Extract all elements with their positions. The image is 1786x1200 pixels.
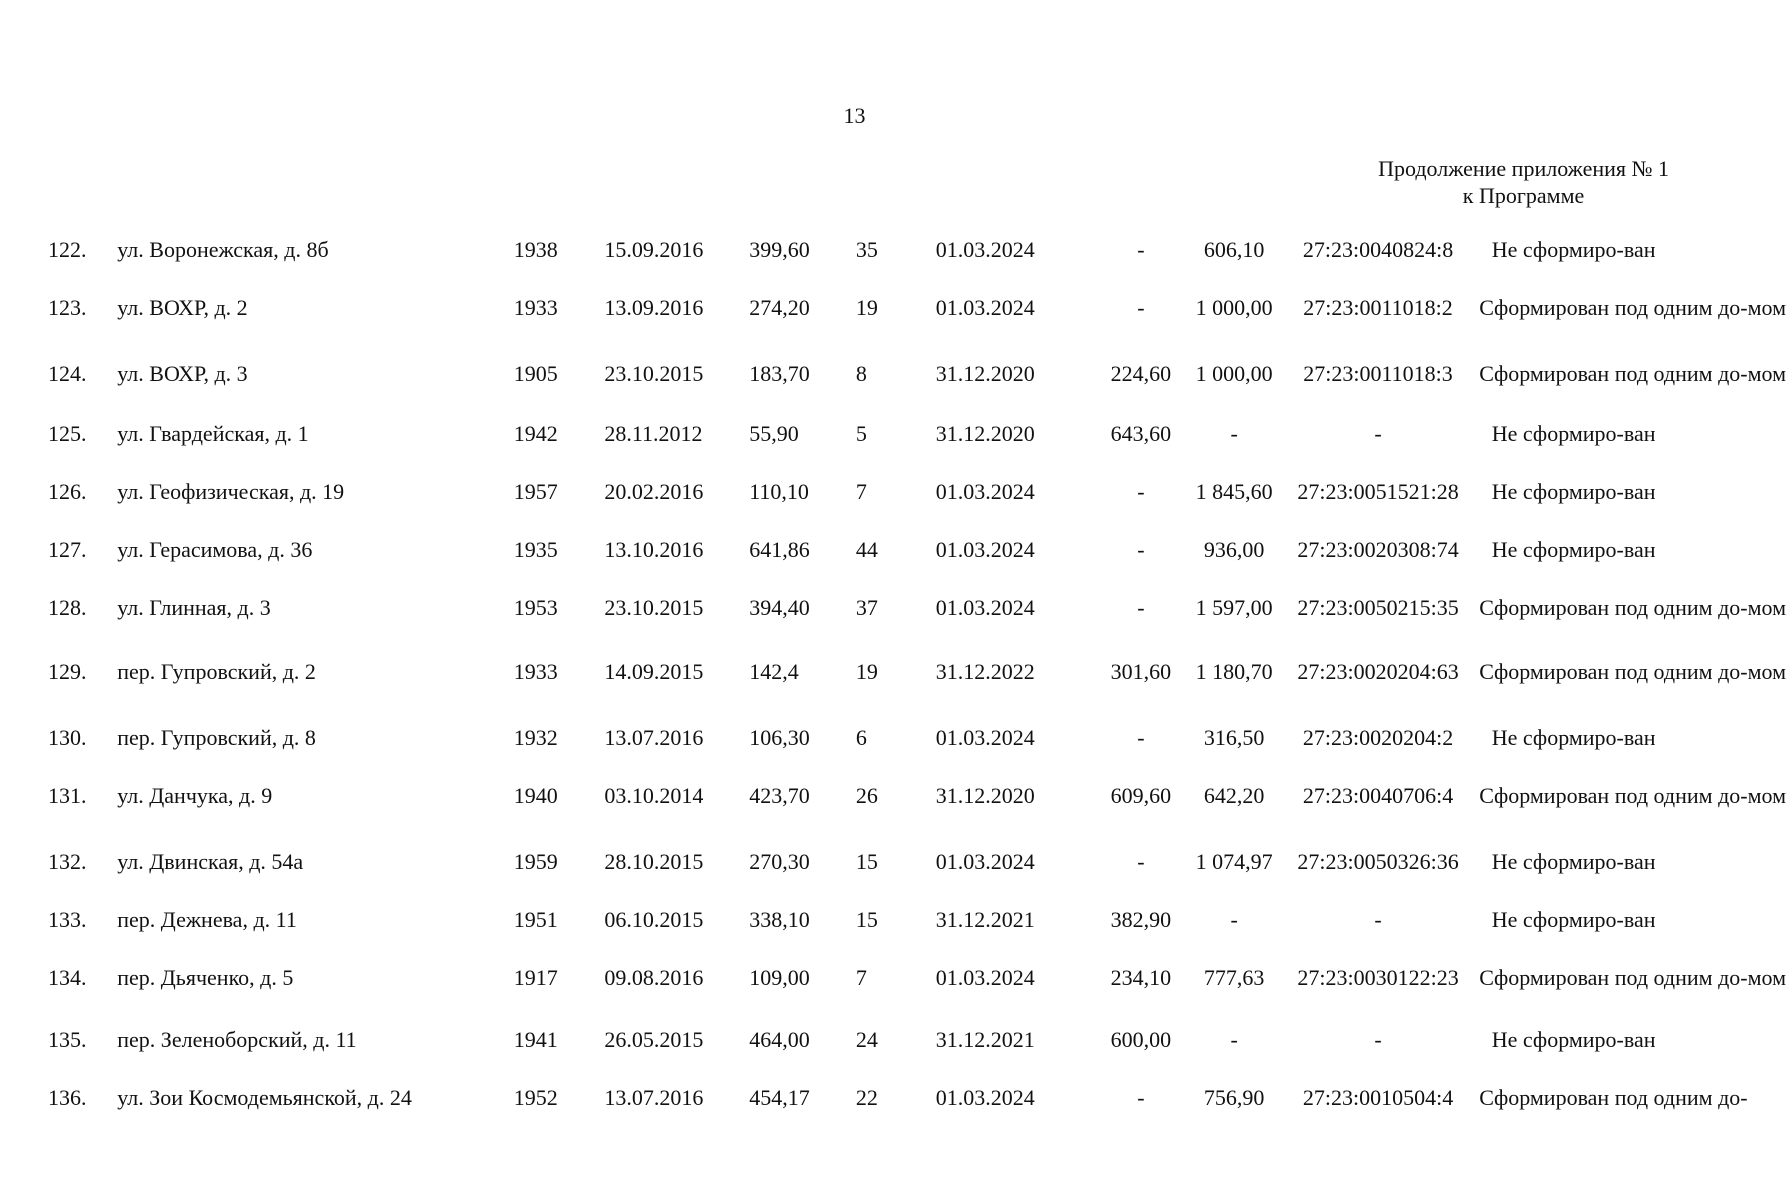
resettlement-term-cell: 01.03.2024: [935, 1085, 1035, 1110]
address-cell: пер. Дежнева, д. 11: [117, 907, 297, 932]
emergency-date-cell: 09.08.2016: [604, 965, 704, 990]
extra-area-cell: 382,90: [1110, 907, 1172, 932]
emergency-date-cell: 28.11.2012: [604, 421, 703, 446]
address-cell: ул. Двинская, д. 54а: [117, 849, 304, 874]
address-cell: пер. Гупровский, д. 8: [117, 725, 316, 750]
cadastral-number-cell: 27:23:0030122:23: [1297, 965, 1459, 990]
cadastral-number-cell: 27:23:0020204:2: [1302, 725, 1454, 750]
resettlement-term-cell: 31.12.2020: [935, 421, 1035, 446]
land-status-cell: Не сформиро-ван: [1491, 479, 1656, 504]
area-cell: 274,20: [749, 295, 810, 320]
construction-year-cell: 1940: [513, 783, 558, 808]
extra-area-cell: -: [1137, 725, 1145, 750]
cadastral-number-cell: 27:23:0040706:4: [1302, 783, 1454, 808]
land-status-cell: Не сформиро-ван: [1491, 907, 1656, 932]
table-row: [48, 966, 1668, 1028]
construction-year-cell: 1917: [513, 965, 558, 990]
residents-cell: 19: [855, 295, 878, 320]
extra-area-cell: 234,10: [1110, 965, 1172, 990]
land-area-cell: 1 074,97: [1195, 849, 1273, 874]
residents-cell: 37: [855, 595, 878, 620]
cadastral-number-cell: -: [1374, 907, 1382, 932]
row-number: 132.: [48, 849, 87, 874]
row-number: 134.: [48, 965, 87, 990]
construction-year-cell: 1932: [513, 725, 558, 750]
table-row: [48, 422, 1668, 480]
resettlement-term-cell: 01.03.2024: [935, 725, 1035, 750]
land-area-cell: 1 000,00: [1195, 361, 1273, 386]
area-cell: 394,40: [749, 595, 810, 620]
resettlement-term-cell: 31.12.2020: [935, 783, 1035, 808]
row-number: 136.: [48, 1085, 87, 1110]
land-area-cell: 756,90: [1203, 1085, 1265, 1110]
area-cell: 142,4: [749, 659, 799, 684]
emergency-date-cell: 06.10.2015: [604, 907, 704, 932]
emergency-date-cell: 13.07.2016: [604, 725, 704, 750]
residents-cell: 19: [855, 659, 878, 684]
extra-area-cell: -: [1137, 479, 1145, 504]
cadastral-number-cell: -: [1374, 421, 1382, 446]
emergency-date-cell: 13.09.2016: [604, 295, 704, 320]
construction-year-cell: 1957: [513, 479, 558, 504]
emergency-date-cell: 03.10.2014: [604, 783, 704, 808]
residents-cell: 24: [855, 1027, 878, 1052]
construction-year-cell: 1933: [513, 295, 558, 320]
row-number: 128.: [48, 595, 87, 620]
housing-registry-table: [48, 237, 1786, 1144]
residents-cell: 8: [855, 361, 867, 386]
extra-area-cell: 301,60: [1110, 659, 1172, 684]
resettlement-term-cell: 01.03.2024: [935, 849, 1035, 874]
row-number: 124.: [48, 361, 87, 386]
cadastral-number-cell: 27:23:0050326:36: [1297, 849, 1459, 874]
area-cell: 464,00: [749, 1027, 810, 1052]
row-number: 125.: [48, 421, 87, 446]
cadastral-number-cell: 27:23:0050215:35: [1297, 595, 1459, 620]
extra-area-cell: -: [1137, 1085, 1145, 1110]
address-cell: ул. Воронежская, д. 8б: [117, 237, 329, 262]
resettlement-term-cell: 01.03.2024: [935, 295, 1035, 320]
extra-area-cell: -: [1137, 295, 1145, 320]
resettlement-term-cell: 01.03.2024: [935, 537, 1035, 562]
address-cell: ул. Глинная, д. 3: [117, 595, 271, 620]
address-cell: пер. Зеленоборский, д. 11: [117, 1027, 357, 1052]
construction-year-cell: 1952: [513, 1085, 558, 1110]
area-cell: 106,30: [749, 725, 810, 750]
construction-year-cell: 1935: [513, 537, 558, 562]
resettlement-term-cell: 31.12.2021: [935, 907, 1035, 932]
area-cell: 183,70: [749, 361, 810, 386]
land-status-cell: Не сформиро-ван: [1491, 849, 1656, 874]
row-number: 135.: [48, 1027, 87, 1052]
land-status-cell: Не сформиро-ван: [1491, 421, 1656, 446]
emergency-date-cell: 13.07.2016: [604, 1085, 704, 1110]
emergency-date-cell: 23.10.2015: [604, 595, 704, 620]
resettlement-term-cell: 31.12.2022: [935, 659, 1035, 684]
address-cell: пер. Гупровский, д. 2: [117, 659, 316, 684]
table-row: [48, 538, 1668, 596]
land-status-cell: Сформирован под одним до-мом: [1479, 965, 1786, 990]
land-area-cell: 642,20: [1203, 783, 1265, 808]
table-row: [48, 908, 1668, 966]
residents-cell: 7: [855, 479, 867, 504]
table-row: [48, 238, 1668, 296]
emergency-date-cell: 23.10.2015: [604, 361, 704, 386]
emergency-date-cell: 26.05.2015: [604, 1027, 704, 1052]
residents-cell: 26: [855, 783, 878, 808]
cadastral-number-cell: 27:23:0011018:3: [1303, 361, 1453, 386]
residents-cell: 22: [855, 1085, 878, 1110]
land-area-cell: 777,63: [1203, 965, 1265, 990]
area-cell: 641,86: [749, 537, 810, 562]
resettlement-term-cell: 31.12.2021: [935, 1027, 1035, 1052]
land-status-cell: Сформирован под одним до-мом: [1479, 361, 1786, 386]
construction-year-cell: 1959: [513, 849, 558, 874]
table-row: [48, 1086, 1668, 1144]
table-row: [48, 596, 1668, 660]
area-cell: 423,70: [749, 783, 810, 808]
land-status-cell: Сформирован под одним до-мом: [1479, 659, 1786, 684]
table-row: [48, 784, 1668, 850]
registry-body: [48, 237, 1786, 1144]
area-cell: 110,10: [749, 479, 809, 504]
land-area-cell: 1 000,00: [1195, 295, 1273, 320]
land-status-cell: Сформирован под одним до-мом: [1479, 783, 1786, 808]
area-cell: 338,10: [749, 907, 810, 932]
residents-cell: 44: [855, 537, 878, 562]
cadastral-number-cell: -: [1374, 1027, 1382, 1052]
area-cell: 399,60: [749, 237, 810, 262]
residents-cell: 6: [855, 725, 867, 750]
land-area-cell: 1 597,00: [1195, 595, 1273, 620]
address-cell: ул. Данчука, д. 9: [117, 783, 273, 808]
land-status-cell: Не сформиро-ван: [1491, 1027, 1656, 1052]
construction-year-cell: 1933: [513, 659, 558, 684]
land-area-cell: -: [1230, 1027, 1238, 1052]
row-number: 130.: [48, 725, 87, 750]
cadastral-number-cell: 27:23:0040824:8: [1302, 237, 1454, 262]
extra-area-cell: -: [1137, 849, 1145, 874]
land-status-cell: Сформирован под одним до-: [1479, 1085, 1748, 1110]
appendix-subtitle: к Программе: [1462, 183, 1585, 208]
address-cell: ул. Гвардейская, д. 1: [117, 421, 309, 446]
row-number: 123.: [48, 295, 87, 320]
row-number: 133.: [48, 907, 87, 932]
extra-area-cell: 224,60: [1110, 361, 1172, 386]
resettlement-term-cell: 01.03.2024: [935, 965, 1035, 990]
appendix-header: [1378, 155, 1669, 209]
area-cell: 454,17: [749, 1085, 810, 1110]
emergency-date-cell: 13.10.2016: [604, 537, 704, 562]
emergency-date-cell: 20.02.2016: [604, 479, 704, 504]
residents-cell: 5: [855, 421, 867, 446]
cadastral-number-cell: 27:23:0011018:2: [1303, 295, 1453, 320]
extra-area-cell: -: [1137, 595, 1145, 620]
land-area-cell: -: [1230, 907, 1238, 932]
resettlement-term-cell: 01.03.2024: [935, 237, 1035, 262]
emergency-date-cell: 15.09.2016: [604, 237, 704, 262]
land-status-cell: Не сформиро-ван: [1491, 237, 1656, 262]
row-number: 122.: [48, 237, 87, 262]
address-cell: ул. Зои Космодемьянской, д. 24: [117, 1085, 412, 1110]
extra-area-cell: -: [1137, 537, 1145, 562]
page-number: 13: [843, 103, 866, 128]
construction-year-cell: 1953: [513, 595, 558, 620]
extra-area-cell: 609,60: [1110, 783, 1172, 808]
cadastral-number-cell: 27:23:0051521:28: [1297, 479, 1459, 504]
table-row: [48, 362, 1668, 422]
table-row: [48, 1028, 1668, 1086]
area-cell: 270,30: [749, 849, 810, 874]
resettlement-term-cell: 01.03.2024: [935, 479, 1035, 504]
area-cell: 109,00: [749, 965, 810, 990]
address-cell: ул. Геофизическая, д. 19: [117, 479, 345, 504]
land-area-cell: 1 845,60: [1195, 479, 1273, 504]
cadastral-number-cell: 27:23:0020308:74: [1297, 537, 1459, 562]
address-cell: ул. ВОХР, д. 2: [117, 295, 248, 320]
land-status-cell: Не сформиро-ван: [1491, 725, 1656, 750]
construction-year-cell: 1938: [513, 237, 558, 262]
land-area-cell: 936,00: [1203, 537, 1265, 562]
land-area-cell: 606,10: [1203, 237, 1265, 262]
table-row: [48, 296, 1668, 362]
area-cell: 55,90: [749, 421, 799, 446]
land-area-cell: 316,50: [1203, 725, 1265, 750]
construction-year-cell: 1905: [513, 361, 558, 386]
cadastral-number-cell: 27:23:0020204:63: [1297, 659, 1459, 684]
construction-year-cell: 1942: [513, 421, 558, 446]
extra-area-cell: 643,60: [1110, 421, 1172, 446]
cadastral-number-cell: 27:23:0010504:4: [1302, 1085, 1454, 1110]
emergency-date-cell: 28.10.2015: [604, 849, 704, 874]
address-cell: ул. ВОХР, д. 3: [117, 361, 248, 386]
row-number: 126.: [48, 479, 87, 504]
land-status-cell: Сформирован под одним до-мом: [1479, 295, 1786, 320]
row-number: 131.: [48, 783, 87, 808]
land-area-cell: 1 180,70: [1195, 659, 1273, 684]
address-cell: ул. Герасимова, д. 36: [117, 537, 313, 562]
table-row: [48, 480, 1668, 538]
construction-year-cell: 1941: [513, 1027, 558, 1052]
table-row: [48, 726, 1668, 784]
table-row: [48, 850, 1668, 908]
residents-cell: 35: [855, 237, 878, 262]
emergency-date-cell: 14.09.2015: [604, 659, 704, 684]
row-number: 127.: [48, 537, 87, 562]
land-status-cell: Сформирован под одним до-мом: [1479, 595, 1786, 620]
table-row: [48, 660, 1668, 726]
residents-cell: 15: [855, 849, 878, 874]
land-status-cell: Не сформиро-ван: [1491, 537, 1656, 562]
extra-area-cell: -: [1137, 237, 1145, 262]
residents-cell: 7: [855, 965, 867, 990]
extra-area-cell: 600,00: [1110, 1027, 1172, 1052]
construction-year-cell: 1951: [513, 907, 558, 932]
resettlement-term-cell: 31.12.2020: [935, 361, 1035, 386]
land-area-cell: -: [1230, 421, 1238, 446]
residents-cell: 15: [855, 907, 878, 932]
address-cell: пер. Дьяченко, д. 5: [117, 965, 294, 990]
appendix-title: Продолжение приложения № 1: [1378, 156, 1669, 181]
row-number: 129.: [48, 659, 87, 684]
resettlement-term-cell: 01.03.2024: [935, 595, 1035, 620]
